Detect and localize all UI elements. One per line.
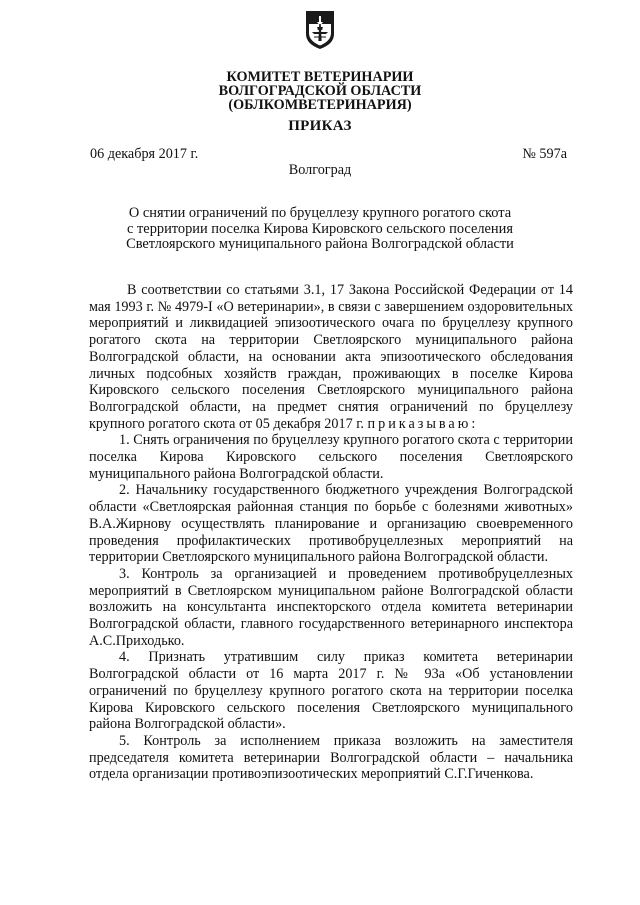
preamble-text: В соответствии со статьями 3.1, 17 Закона Российской Федерации от 14 мая 1993 г. № 4979-I «О ветеринарии», в связи с завершением оздоровительных мероприятий и ликвидацией эпизоотического очага по бруцеллезу крупного рогатого скота на территории Светлоярского муниципального района Волгоградской области, на основании акта эпизоотического обследования личных подсобных хозяйств граждан, проживающих в поселке Кирова Кировского сельского поселения Светлоярского муниципального района Волгоградской области, на предмет снятия ограничений по бруцеллезу крупного рогатого скота от 05 декабря 2017 г. [89, 282, 573, 432]
order-subject [0, 206, 640, 253]
order-item-3: 3. Контроль за организацией и проведением противобруцеллезных мероприятий в Светлоярском муниципальном районе Волгоградской области возложить на консультанта инспекторского отдела комитета ветеринарии Волгоградской области, главного государственного ветеринарного инспектора А.С.Приходько. [89, 565, 573, 649]
order-item-5: 5. Контроль за исполнением приказа возложить на заместителя председателя комитета ветеринарии Волгоградской области – начальника отдела организации противоэпизоотических мероприятий С.Г.Гиченкова. [89, 732, 573, 783]
subject-line2: с территории поселка Кирова Кировского сельского поселения [127, 220, 513, 237]
org-abbreviation: (ОБЛКОМВЕТЕРИНАРИЯ) [228, 97, 412, 113]
subject-line1: О снятии ограничений по бруцеллезу крупного рогатого скота [128, 205, 512, 221]
order-city: Волгоград [288, 162, 352, 178]
org-name-line2: ВОЛГОГРАДСКОЙ ОБЛАСТИ [218, 83, 422, 99]
preamble-paragraph [89, 282, 573, 432]
order-item-2: 2. Начальнику государственного бюджетного учреждения Волгоградской области «Светлоярская районная станция по борьбе с болезнями животных» В.А.Жирнову осуществлять планирование и организацию своевременного проведения профилактических противобруцеллезных мероприятий на территории Светлоярского муниципального района Волгоградской области. [89, 482, 573, 566]
order-body [89, 282, 573, 783]
order-number: № 597а [522, 146, 567, 162]
subject-line3: Светлоярского муниципального района Волгоградской области [126, 236, 514, 252]
order-item-4: 4. Признать утратившим силу приказ комитета ветеринарии Волгоградской области от 16 марта 2017 г. № 93а «Об установлении ограничений по бруцеллезу крупного рогатого скота на территории поселка Кирова Кировского сельского поселения Светлоярского муниципального района Волгоградской области». [89, 649, 573, 733]
volgograd-emblem-icon [304, 10, 336, 50]
document-type: ПРИКАЗ [288, 118, 352, 134]
order-date: 06 декабря 2017 г. [90, 146, 199, 162]
order-word: приказываю: [367, 415, 479, 432]
order-item-1: 1. Снять ограничения по бруцеллезу крупного рогатого скота с территории поселка Кирова Кировского сельского поселения Светлоярского муниципального района Волгоградской области. [89, 432, 573, 482]
org-name-line1: КОМИТЕТ ВЕТЕРИНАРИИ [226, 69, 414, 85]
